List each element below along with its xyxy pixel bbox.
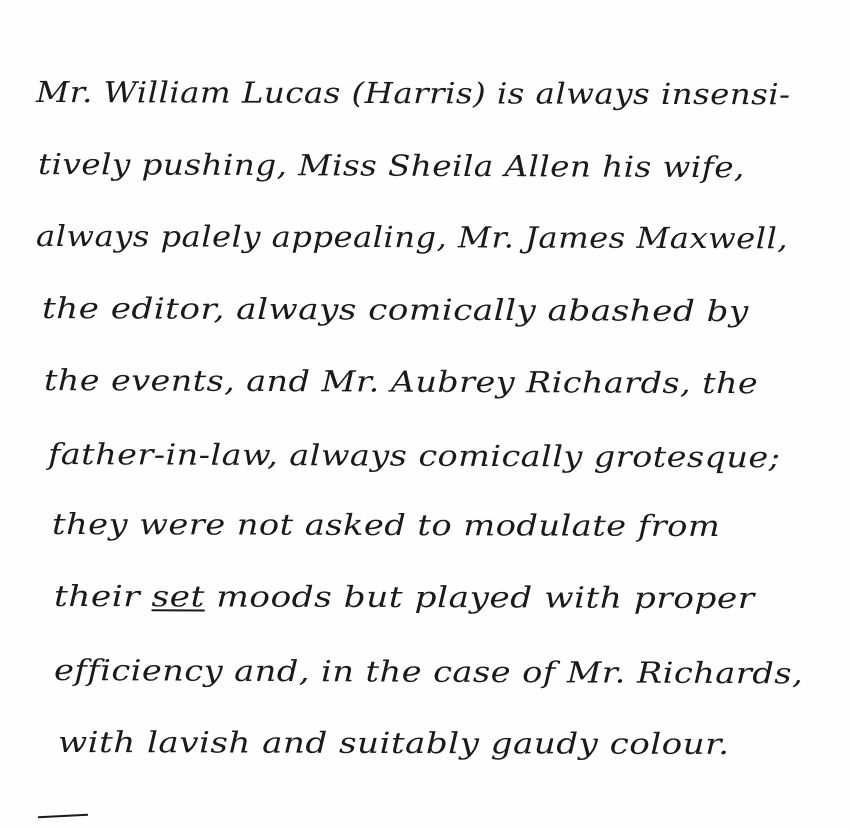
text-line-3: always palely appealing, Mr. James Maxwell,	[35, 219, 789, 256]
text-line-7: they were not asked to modulate from	[51, 507, 721, 544]
text-line-1: Mr. William Lucas (Harris) is always insensi-	[35, 75, 791, 112]
word-set-underlined: set	[151, 579, 205, 614]
text-line-2: tively pushing, Miss Sheila Allen his wife,	[37, 147, 745, 185]
text-line-9: efficiency and, in the case of Mr. Richards,	[53, 653, 804, 691]
line-8-remainder: moods but played with proper	[216, 579, 755, 616]
word-their: their	[53, 579, 141, 614]
trailing-pen-stroke	[38, 814, 88, 819]
text-line-10: with lavish and suitably gaudy colour.	[57, 725, 730, 761]
text-line-6: father-in-law, always comically grotesque;	[47, 437, 781, 475]
text-line-5: the events, and Mr. Aubrey Richards, the	[43, 363, 759, 401]
text-line-8	[53, 579, 755, 616]
text-line-4: the editor, always comically abashed by	[41, 291, 749, 329]
